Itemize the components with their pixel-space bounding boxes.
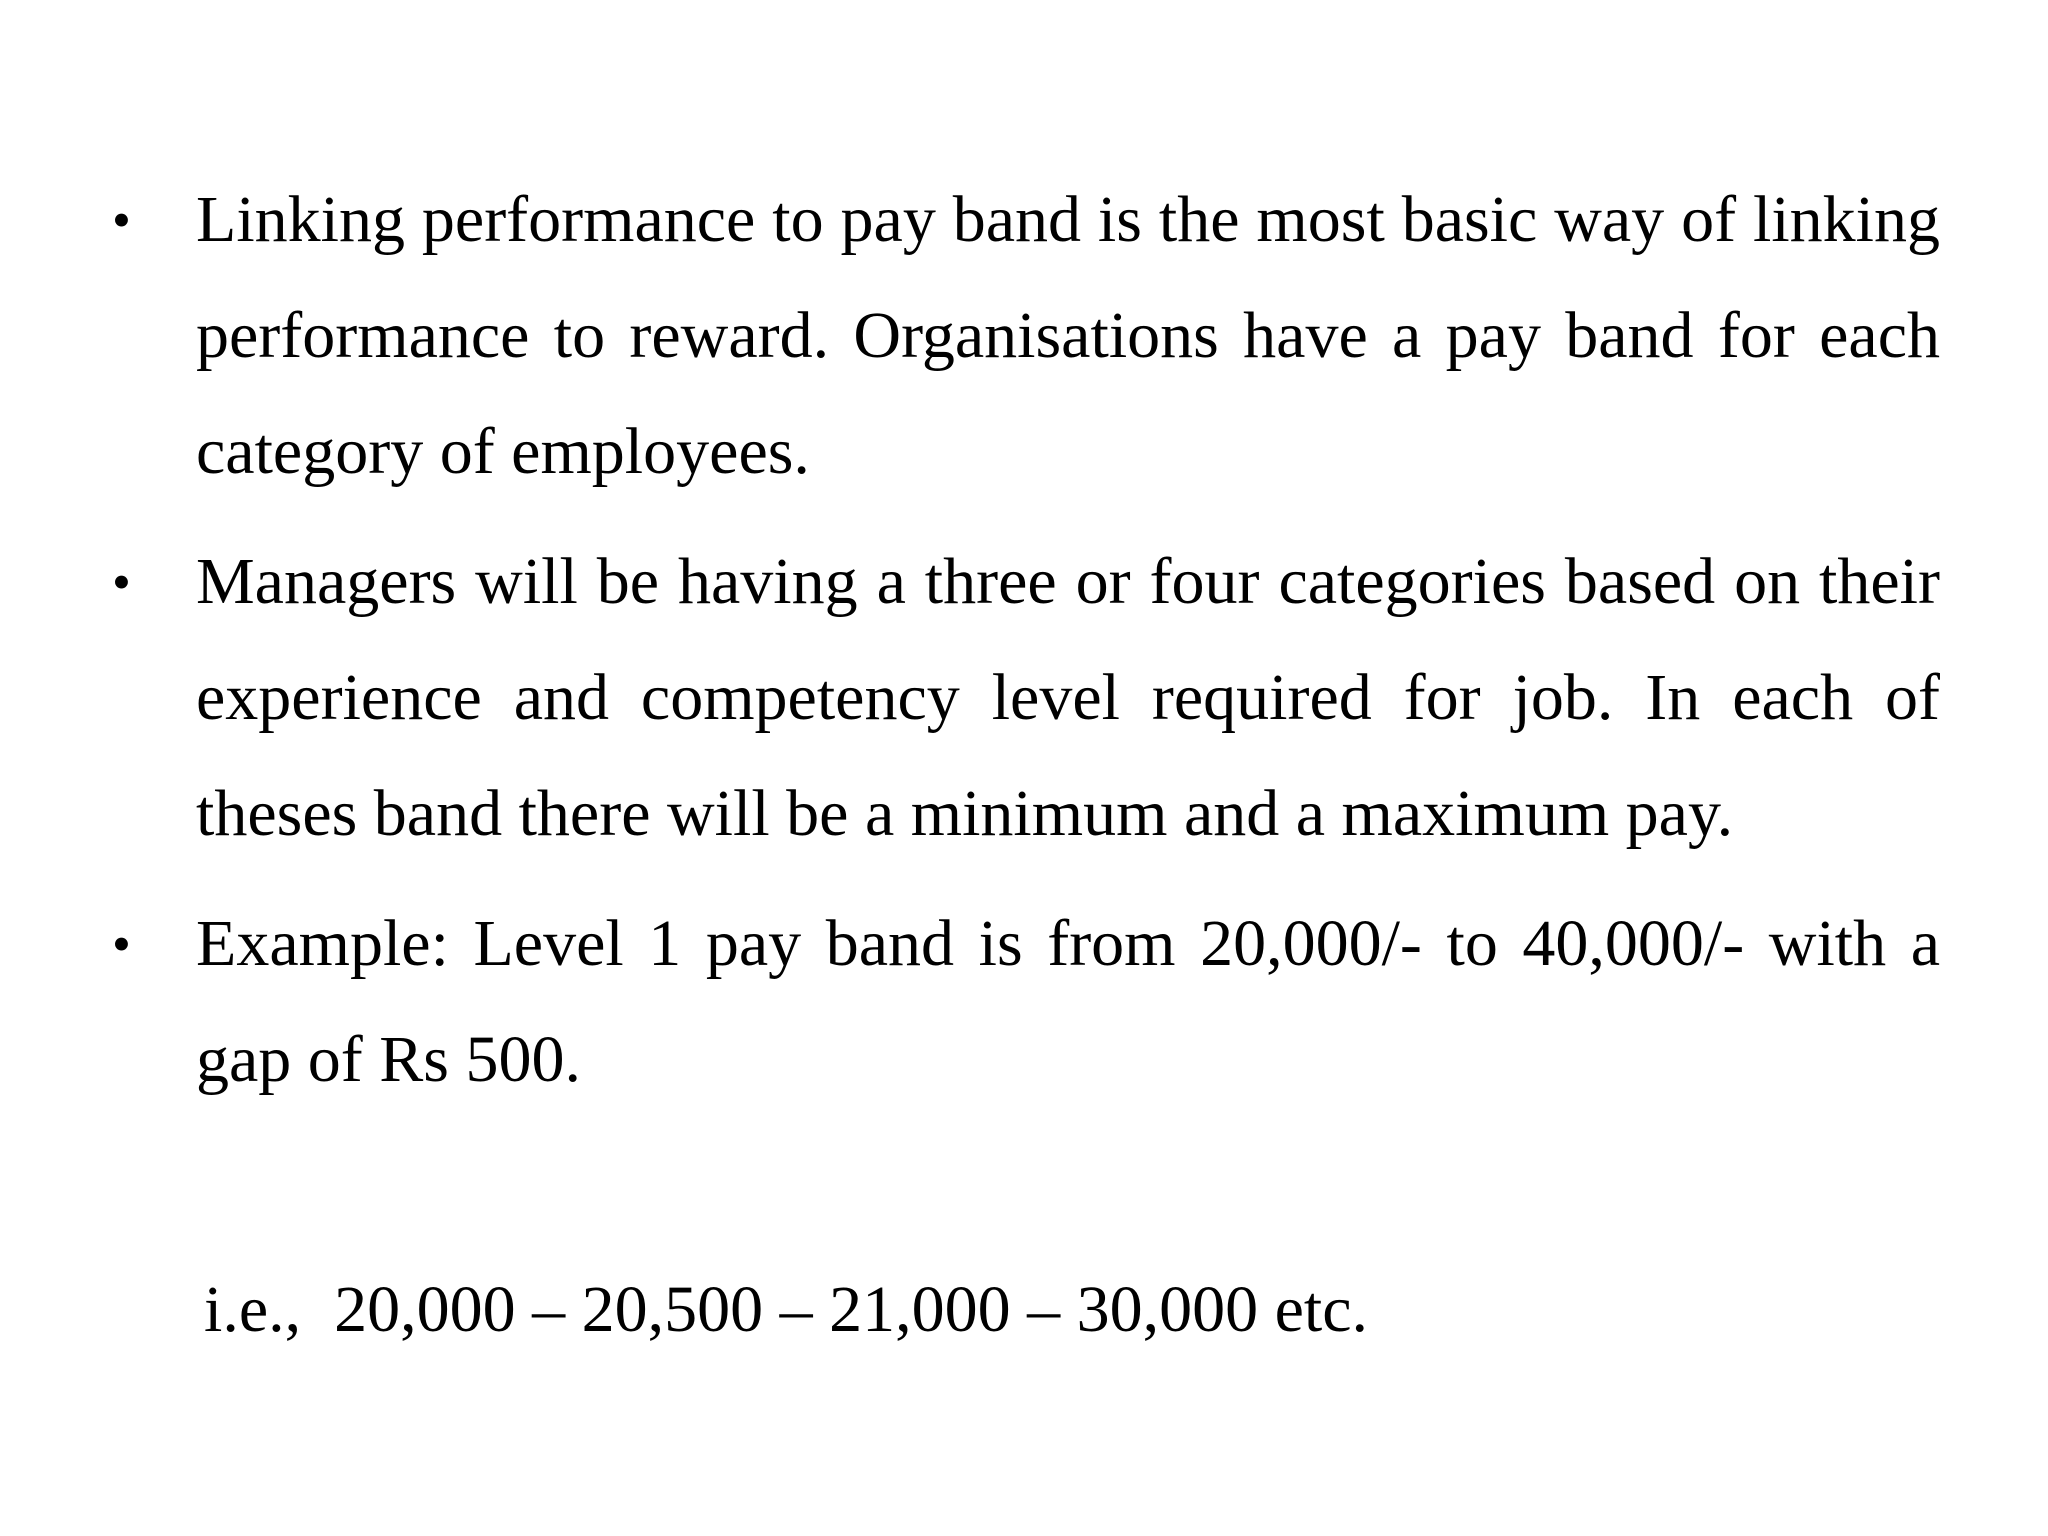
bullet-item-pay-band — [112, 162, 1940, 510]
bullet-text: Managers will be having a three or four categories based on their experience and competency level required for job. In each of theses band there will be a minimum and a maximum pay. — [196, 545, 1940, 850]
example-sequence-line: i.e., 20,000 – 20,500 – 21,000 – 30,000 etc. — [204, 1273, 1369, 1346]
bullet-text: Example: Level 1 pay band is from 20,000/- to 40,000/- with a gap of Rs 500. — [196, 907, 1940, 1096]
bullet-icon: • — [112, 190, 131, 250]
bullet-text: Linking performance to pay band is the most basic way of linking performance to reward. Organisations have a pay band for each category of employees. — [196, 183, 1940, 488]
bullet-item-manager-categories — [112, 524, 1940, 872]
bullet-icon: • — [112, 552, 131, 612]
bullet-list — [112, 162, 1940, 1132]
bullet-item-example — [112, 886, 1940, 1118]
bullet-icon: • — [112, 914, 131, 974]
